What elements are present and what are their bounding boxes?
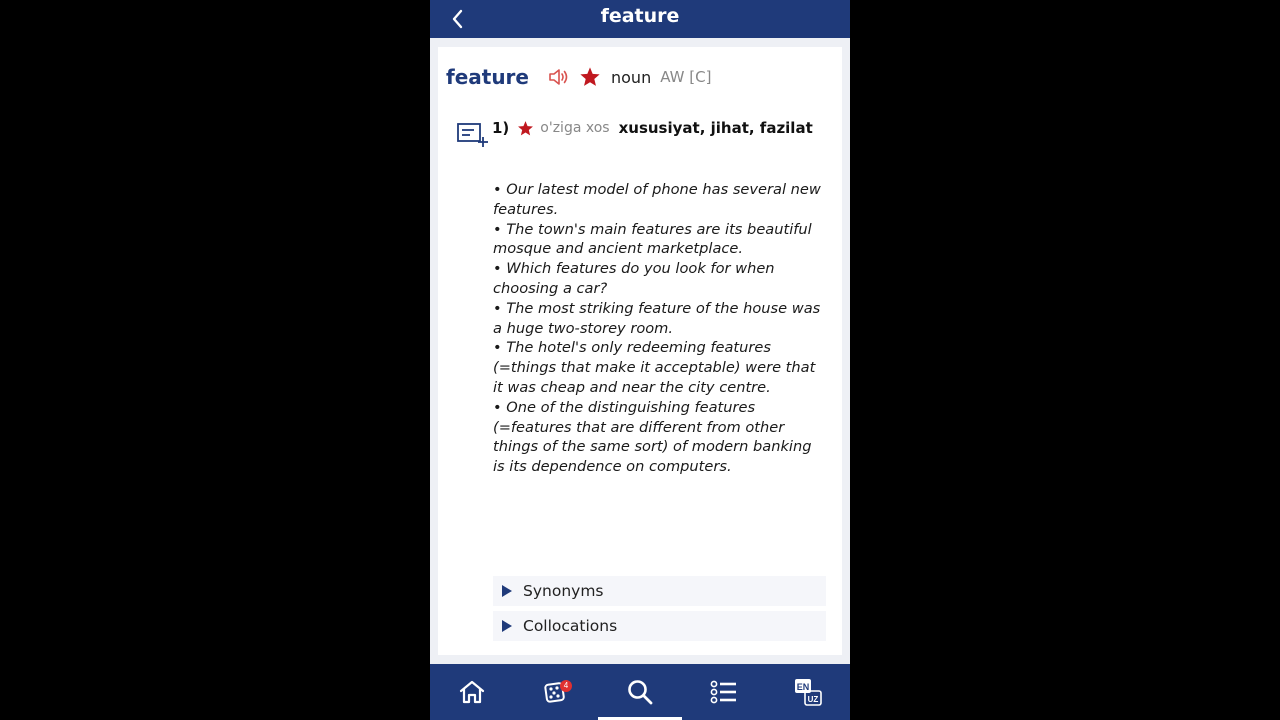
page-title: feature	[600, 5, 680, 27]
sense-row	[492, 117, 813, 139]
synonyms-label: Synonyms	[523, 582, 604, 600]
speaker-icon[interactable]	[547, 65, 571, 89]
app-screen	[430, 0, 850, 720]
example-sentence: • One of the distinguishing features (=features that are different from other things of the same sort) of modern banking is its dependence on computers.	[493, 398, 812, 476]
example-sentence: • Which features do you look for when choosing a car?	[493, 260, 775, 297]
collocations-expander[interactable]	[493, 611, 826, 641]
nav-search[interactable]	[598, 664, 682, 720]
top-app-bar	[430, 0, 850, 38]
triangle-right-icon	[502, 620, 512, 632]
language-from-label: EN	[796, 682, 810, 692]
nav-word-list[interactable]	[682, 664, 766, 720]
example-sentence: • The most striking feature of the house was a huge two-storey room.	[493, 299, 821, 337]
sense-number: 1)	[492, 119, 510, 137]
example-sentence: • Our latest model of phone has several new features.	[493, 181, 821, 218]
nav-games[interactable]	[514, 664, 598, 720]
example-sentence: • The hotel's only redeeming features (=things that make it acceptable) were that it was cheap and near the city centre.	[493, 339, 816, 396]
triangle-right-icon	[502, 585, 512, 597]
search-icon	[626, 678, 654, 706]
word-tags: AW [C]	[660, 68, 712, 86]
headword-row	[446, 62, 711, 92]
favorite-star-icon[interactable]	[579, 66, 601, 88]
synonyms-expander[interactable]	[493, 576, 826, 606]
notification-badge: 4	[560, 680, 572, 692]
nav-home[interactable]	[430, 664, 514, 720]
sense-star-icon[interactable]	[517, 120, 534, 137]
language-to-label: UZ	[807, 695, 819, 704]
collocations-label: Collocations	[523, 617, 618, 635]
bottom-nav-bar	[430, 664, 850, 720]
language-en-uz-icon	[794, 678, 822, 706]
home-icon	[458, 679, 486, 705]
part-of-speech: noun	[611, 67, 652, 87]
list-icon	[710, 680, 738, 704]
entry-card	[438, 47, 842, 655]
nav-language[interactable]	[766, 664, 850, 720]
add-note-icon[interactable]	[456, 122, 490, 148]
example-sentence: • The town's main features are its beautiful mosque and ancient marketplace.	[493, 220, 812, 258]
sense-label: o'ziga xos	[540, 120, 610, 136]
headword: feature	[446, 65, 529, 89]
example-list	[493, 180, 823, 477]
sense-translation: xususiyat, jihat, fazilat	[618, 119, 813, 137]
